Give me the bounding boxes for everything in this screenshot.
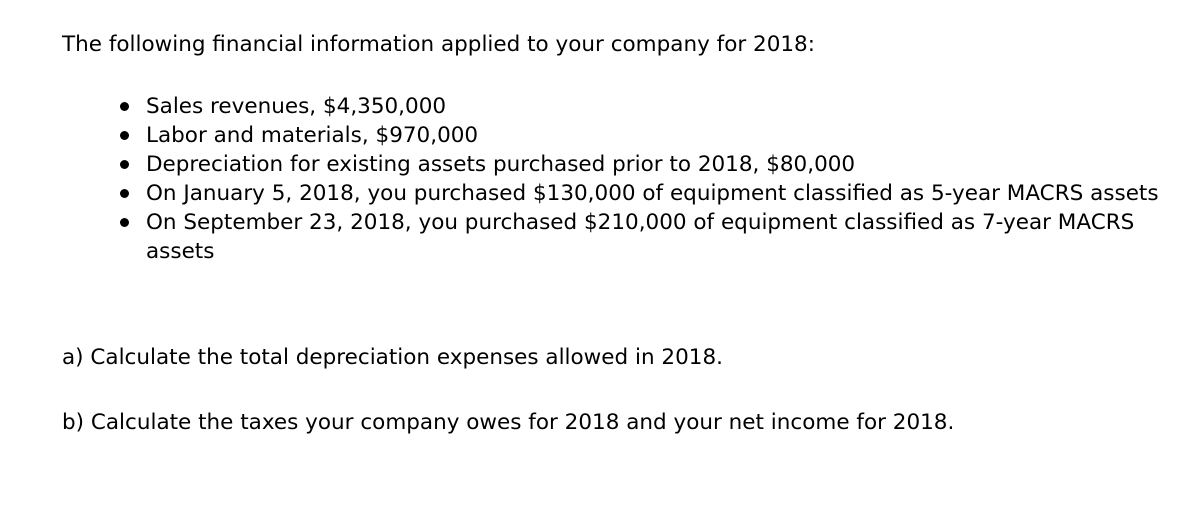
list-item-text: On September 23, 2018, you purchased $210,000 of equipment classified as 7-year MACRS assets	[146, 210, 1135, 264]
bullet-icon	[120, 131, 129, 140]
list-item	[0, 92, 1190, 121]
list-item	[0, 208, 1190, 266]
list-item-text: Sales revenues, $4,350,000	[146, 94, 447, 119]
bullet-icon	[120, 218, 129, 227]
bullet-icon	[120, 160, 129, 169]
list-item	[0, 179, 1190, 208]
list-item-text: Depreciation for existing assets purchased prior to 2018, $80,000	[146, 152, 856, 177]
list-item-text: On January 5, 2018, you purchased $130,000 of equipment classified as 5-year MACRS assets	[146, 181, 1159, 206]
bullet-icon	[120, 189, 129, 198]
financial-info-list	[0, 92, 1190, 266]
intro-text: The following financial information applied to your company for 2018:	[62, 32, 815, 57]
list-item	[0, 150, 1190, 179]
list-item	[0, 121, 1190, 150]
question-b: b) Calculate the taxes your company owes for 2018 and your net income for 2018.	[62, 410, 955, 435]
list-item-text: Labor and materials, $970,000	[146, 123, 479, 148]
question-a: a) Calculate the total depreciation expenses allowed in 2018.	[62, 345, 723, 370]
bullet-icon	[120, 102, 129, 111]
